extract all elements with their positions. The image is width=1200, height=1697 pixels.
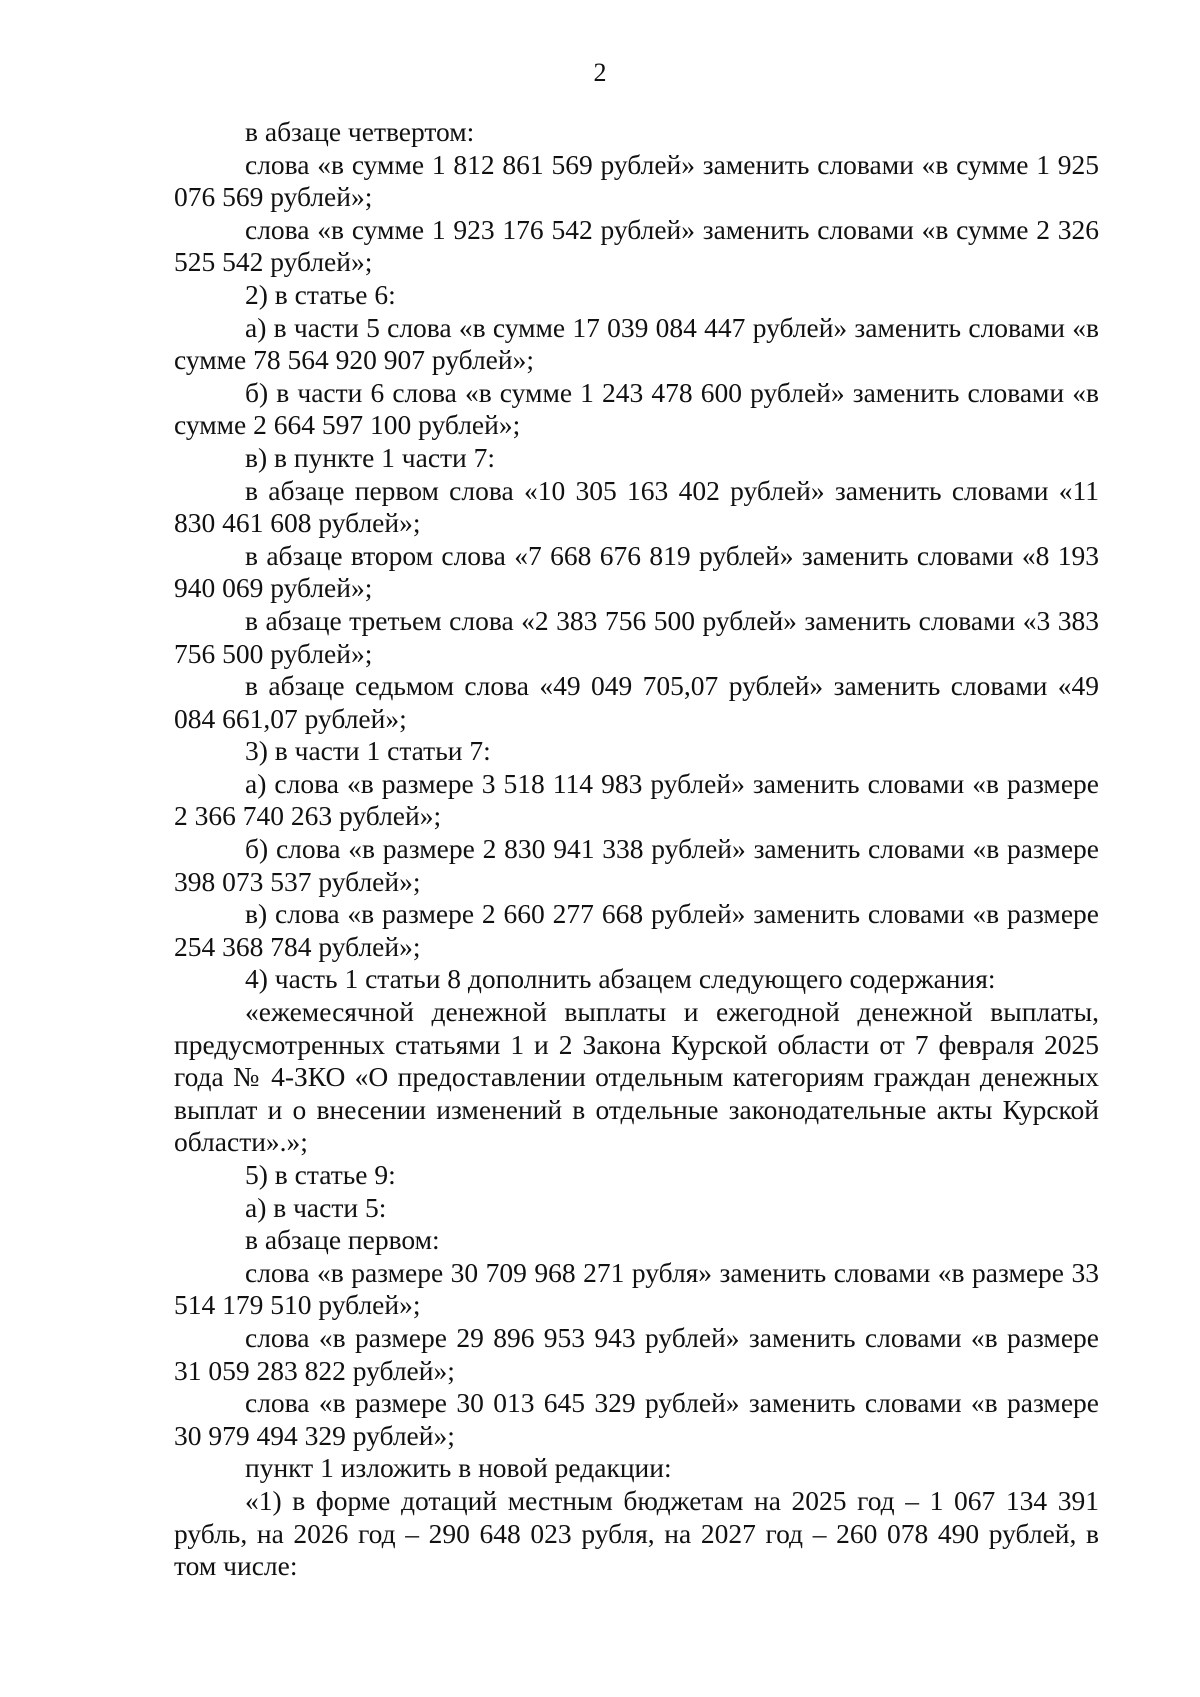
paragraph-24: пункт 1 изложить в новой редакции:	[245, 1452, 672, 1484]
paragraph-19: а) в части 5:	[245, 1191, 387, 1223]
paragraph-23: слова «в размере 30 013 645 329 рублей» заменить словами «в размере 30 979 494 329 рублей»;	[174, 1387, 1099, 1451]
paragraph-12: 3) в части 1 статьи 7:	[245, 735, 491, 767]
paragraph-4: 2) в статье 6:	[245, 278, 396, 310]
paragraph-13: а) слова «в размере 3 518 114 983 рублей» заменить словами «в размере 2 366 740 263 рублей»;	[174, 767, 1099, 832]
paragraph-14: б) слова «в размере 2 830 941 338 рублей» заменить словами «в размере 398 073 537 рублей»;	[174, 833, 1099, 897]
paragraph-10: в абзаце третьем слова «2 383 756 500 рублей» заменить словами «3 383 756 500 рублей»;	[174, 604, 1099, 669]
page-number: 2	[593, 58, 607, 87]
paragraph-8: в абзаце первом слова «10 305 163 402 рублей» заменить словами «11 830 461 608 рублей»;	[174, 474, 1099, 539]
paragraph-25: «1) в форме дотаций местным бюджетам на 2025 год – 1 067 134 391 рубль, на 2026 год – 290 648 023 рубля, на 2027 год – 260 078 490 рублей, в том числе:	[174, 1484, 1099, 1582]
paragraph-16: 4) часть 1 статьи 8 дополнить абзацем следующего содержания:	[245, 963, 996, 995]
paragraph-11: в абзаце седьмом слова «49 049 705,07 рублей» заменить словами «49 084 661,07 рублей»;	[174, 670, 1099, 734]
paragraph-9: в абзаце втором слова «7 668 676 819 рублей» заменить словами «8 193 940 069 рублей»;	[174, 539, 1099, 604]
document-body	[174, 116, 1099, 1583]
paragraph-2: слова «в сумме 1 812 861 569 рублей» заменить словами «в сумме 1 925 076 569 рублей»;	[174, 148, 1099, 213]
paragraph-5: а) в части 5 слова «в сумме 17 039 084 447 рублей» заменить словами «в сумме 78 564 920 907 рублей»;	[174, 311, 1099, 376]
paragraph-6: б) в части 6 слова «в сумме 1 243 478 600 рублей» заменить словами «в сумме 2 664 597 100 рублей»;	[174, 376, 1099, 441]
paragraph-17: «ежемесячной денежной выплаты и ежегодной денежной выплаты, предусмотренных статьями 1 и 2 Закона Курской области от 7 февраля 2025 года № 4-ЗКО «О предоставлении отдельным категориям граждан денежных выплат и о внесении изменений в отдельные законодательные акты Курской области».»;	[174, 996, 1099, 1158]
paragraph-3: слова «в сумме 1 923 176 542 рублей» заменить словами «в сумме 2 326 525 542 рублей»;	[174, 213, 1099, 278]
paragraph-20: в абзаце первом:	[245, 1224, 440, 1256]
paragraph-15: в) слова «в размере 2 660 277 668 рублей» заменить словами «в размере 254 368 784 рублей»;	[174, 898, 1099, 962]
paragraph-21: слова «в размере 30 709 968 271 рубля» заменить словами «в размере 33 514 179 510 рублей»;	[174, 1256, 1099, 1321]
paragraph-18: 5) в статье 9:	[245, 1159, 396, 1190]
paragraph-7: в) в пункте 1 части 7:	[245, 441, 496, 473]
paragraph-1: в абзаце четвертом:	[245, 116, 475, 147]
paragraph-22: слова «в размере 29 896 953 943 рублей» заменить словами «в размере 31 059 283 822 рублей»;	[174, 1321, 1099, 1386]
